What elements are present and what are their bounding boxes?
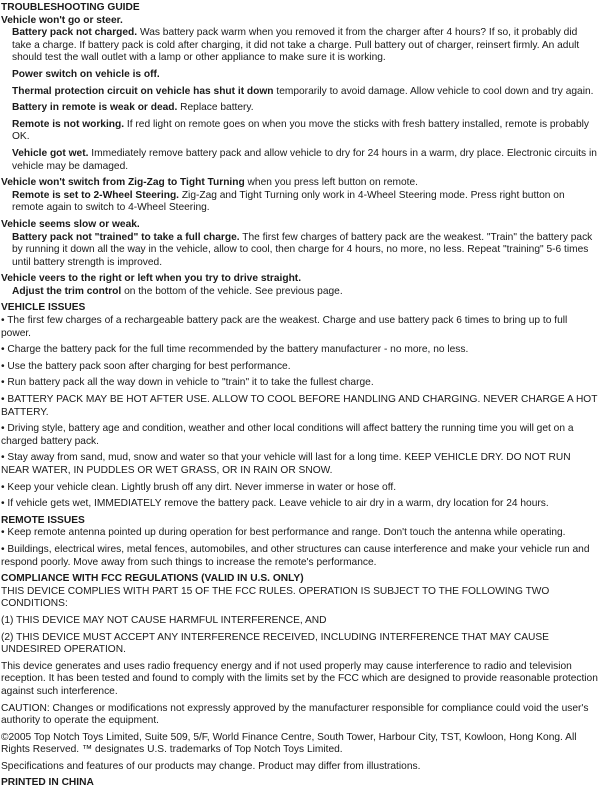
issue-item-remedy: Was battery pack warm when you removed it from the charger after 4 hours? If so, it probably did take a charge. If battery pack is cold after charging, it did not take a charge. Pull battery out of charger, reinsert firmly. An adult should test the wall outlet with a lamp or other appliance to make sure it is working. <box>12 27 580 64</box>
vehicle-issue-bullet: • The first few charges of a rechargeable battery pack are the weakest. Charge and use battery pack 6 times to bring up to full power. <box>1 315 568 339</box>
issue-item <box>12 119 599 144</box>
fcc-paragraph: (2) THIS DEVICE MUST ACCEPT ANY INTERFERENCE RECEIVED, INCLUDING INTERFERENCE THAT MAY CAUSE UNDESIRED OPERATION. <box>1 631 549 656</box>
issue-item-remedy: Immediately remove battery pack and allow vehicle to dry for 24 hours in a warm, dry place. Electronic circuits in vehicle may be damaged. <box>12 147 597 172</box>
issue-item-cause: Battery in remote is weak or dead. <box>12 102 178 114</box>
issue-item <box>12 148 599 173</box>
issue-item <box>12 69 599 82</box>
issue-heading: Vehicle veers to the right or left when you try to drive straight. <box>1 273 302 285</box>
issue-item-cause: Battery pack not charged. <box>12 27 138 39</box>
fcc-title: COMPLIANCE WITH FCC REGULATIONS (VALID IN U.S. ONLY) <box>1 573 304 585</box>
fcc-paragraph: Specifications and features of our products may change. Product may differ from illustrations. <box>1 760 421 772</box>
issue-item-remedy: If red light on remote goes on when you move the sticks with fresh battery installed, remote is probably OK. <box>12 118 589 143</box>
vehicle-issue-bullet: • Use the battery pack soon after charging for best performance. <box>1 360 291 372</box>
remote-issues-title: REMOTE ISSUES <box>1 514 85 526</box>
issue-item-remedy: on the bottom of the vehicle. See previous page. <box>121 285 343 297</box>
issue-item-remedy: Zig-Zag and Tight Turning only work in 4-Wheel Steering mode. Press right button on remote again to switch to 4-Wheel Steering. <box>12 189 565 214</box>
issue-item <box>12 86 599 99</box>
printed-in: PRINTED IN CHINA <box>1 777 94 789</box>
fcc-paragraph: ©2005 Top Notch Toys Limited, Suite 509, 5/F, World Finance Centre, South Tower, Harbour City, TST, Kowloon, Hong Kong. All Rights Reserved. ™ designates U.S. trademarks of Top Notch Toys Limited. <box>1 731 577 756</box>
vehicle-issue-bullet: • If vehicle gets wet, IMMEDIATELY remove the battery pack. Leave vehicle to air dry in a warm, dry location for 24 hours. <box>1 498 549 510</box>
issue-item <box>12 286 599 299</box>
remote-issue-bullet: • Keep remote antenna pointed up during operation for best performance and range. Don't touch the antenna while operating. <box>1 527 566 539</box>
vehicle-issue-bullet: • Driving style, battery age and condition, weather and other local conditions will affect battery the running time you will get on a charged battery pack. <box>1 423 574 447</box>
troubleshooting-title: TROUBLESHOOTING GUIDE <box>1 2 140 13</box>
issue-item <box>12 190 599 215</box>
vehicle-issues-title: VEHICLE ISSUES <box>1 302 86 314</box>
issue-item-cause: Adjust the trim control <box>12 285 122 297</box>
issue-item-cause: Power switch on vehicle is off. <box>12 68 160 80</box>
issue-item-cause: Battery pack not "trained" to take a full charge. <box>12 231 240 243</box>
issue-item-cause: Remote is set to 2-Wheel Steering. <box>12 189 179 201</box>
issue-heading-rest: when you press left button on remote. <box>244 177 419 189</box>
issue-heading-bold: Vehicle won't switch from Zig-Zag to Tight Turning <box>1 177 245 189</box>
vehicle-issue-bullet: • Stay away from sand, mud, snow and water so that your vehicle will last for a long time. KEEP VEHICLE DRY. DO NOT RUN NEAR WATER, IN PUDDLES OR WET GRASS, OR IN RAIN OR SNOW. <box>1 452 571 476</box>
issue-item-remedy: The first few charges of battery pack are the weakest. "Train" the battery pack by running it down all the way in the vehicle, allow to cool, then charge for 4 hours, no more, no less. Repeat "training" 5-6 times until battery strength is improved. <box>12 231 593 268</box>
issue-item <box>12 27 599 65</box>
issue-item <box>12 102 599 115</box>
fcc-paragraph: CAUTION: Changes or modifications not expressly approved by the manufacturer responsible for compliance could void the user's authority to operate the equipment. <box>1 702 589 727</box>
issue-item-remedy: Replace battery. <box>177 102 254 114</box>
remote-issue-bullet: • Buildings, electrical wires, metal fences, automobiles, and other structures can cause interference and make your vehicle run and respond poorly. Move away from such things to increase the remote's performance. <box>1 543 590 568</box>
issue-heading <box>1 177 599 190</box>
vehicle-issue-bullet: • Charge the battery pack for the full time recommended by the battery manufacturer - no more, no less. <box>1 344 469 356</box>
issue-item-cause: Remote is not working. <box>12 118 125 130</box>
issue-item <box>12 232 599 270</box>
issue-heading: Vehicle won't go or steer. <box>1 14 123 26</box>
fcc-paragraph: THIS DEVICE COMPLIES WITH PART 15 OF THE FCC RULES. OPERATION IS SUBJECT TO THE FOLLOWING TWO CONDITIONS: <box>1 585 550 610</box>
vehicle-issue-bullet: • Run battery pack all the way down in vehicle to "train" it to take the fullest charge. <box>1 377 374 389</box>
issue-item-cause: Vehicle got wet. <box>12 147 89 159</box>
fcc-paragraph: (1) THIS DEVICE MAY NOT CAUSE HARMFUL INTERFERENCE, AND <box>1 614 327 626</box>
fcc-paragraph: This device generates and uses radio frequency energy and if not used properly may cause interference to radio and television reception. It has been tested and found to comply with the limits set by the FCC which are designed to provide reasonable protection against such interference. <box>1 660 598 697</box>
vehicle-issue-bullet: • BATTERY PACK MAY BE HOT AFTER USE. ALLOW TO COOL BEFORE HANDLING AND CHARGING. NEVER CHARGE A HOT BATTERY. <box>1 394 598 418</box>
issue-item-remedy: temporarily to avoid damage. Allow vehicle to cool down and try again. <box>273 85 594 97</box>
issue-item-cause: Thermal protection circuit on vehicle has shut it down <box>12 85 274 97</box>
issue-heading: Vehicle seems slow or weak. <box>1 218 140 230</box>
vehicle-issue-bullet: • Keep your vehicle clean. Lightly brush off any dirt. Never immerse in water or hose off. <box>1 481 397 493</box>
